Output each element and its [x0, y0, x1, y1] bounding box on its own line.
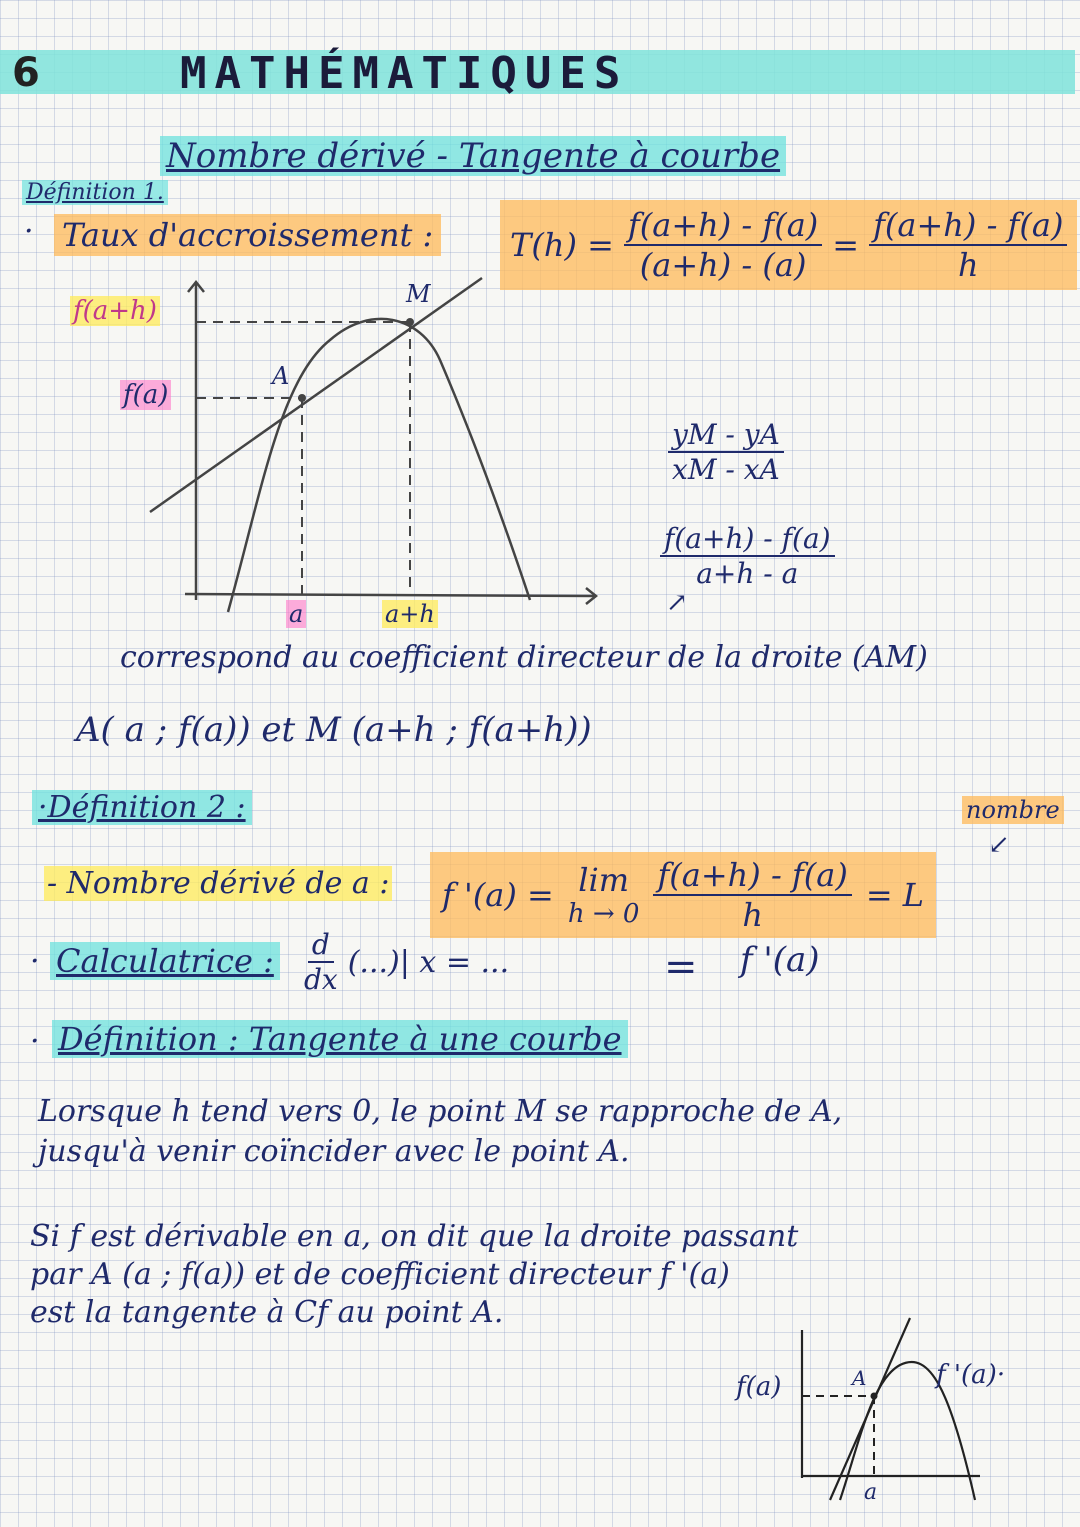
definition1-term: Taux d'accroissement : — [54, 214, 441, 256]
definition2-label-wrap — [32, 790, 252, 825]
graph1-label-fah: f(a+h) — [70, 296, 160, 326]
definition3-bullet: · — [30, 1024, 40, 1059]
definition1-label: Définition 1. — [22, 180, 168, 205]
definition2-annotation: nombre — [962, 796, 1064, 824]
graph1-x-a-wrap — [286, 600, 306, 628]
calc-bullet: · — [30, 944, 40, 979]
calc-d: d — [308, 928, 334, 963]
definition3-label-wrap — [52, 1020, 628, 1058]
graph1-x-a: a — [286, 600, 306, 628]
slope-num2: f(a+h) - f(a) — [660, 522, 835, 557]
subtitle — [160, 136, 786, 176]
paragraph-2-line-2: par A (a ; f(a)) et de coefficient directeur f '(a) — [30, 1257, 730, 1292]
definition2-frac-den: h — [742, 896, 763, 934]
paragraph-2-line-1: Si f est dérivable en a, on dit que la droite passant — [30, 1219, 799, 1254]
secant-line — [150, 278, 482, 512]
paragraph-1-line-1: Lorsque h tend vers 0, le point M se rapproche de A, — [38, 1094, 843, 1129]
graph2-point-a-dot — [871, 1393, 878, 1400]
graph2-point-a: A — [852, 1366, 867, 1390]
calc-expression — [300, 928, 509, 996]
definition1-lhs: T(h) = — [510, 226, 614, 264]
definition1-frac2-den: h — [957, 246, 979, 284]
point-m-dot — [406, 318, 414, 326]
calc-expr: (...)| x = ... — [347, 944, 510, 980]
graph2-y-label: f(a) — [736, 1372, 782, 1402]
graph1-x-ah-wrap — [382, 600, 438, 628]
paragraph-2-line-3: est la tangente à Cf au point A. — [30, 1295, 504, 1330]
slope-den2: a+h - a — [696, 557, 799, 590]
definition1-frac1-den: (a+h) - (a) — [639, 246, 807, 284]
y-axis-arrowhead — [188, 282, 204, 292]
definition2-term-wrap — [44, 866, 392, 901]
definition2-fraction — [653, 856, 851, 934]
slope-fraction-2 — [660, 522, 835, 590]
definition1-formula — [500, 200, 1077, 290]
definition2-annotation-arrow: ↙ — [988, 830, 1010, 860]
subtitle-text: Nombre dérivé - Tangente à courbe — [160, 136, 786, 176]
slope-den: xM - xA — [672, 453, 780, 486]
graph1-point-a: A — [272, 362, 290, 390]
definition1-fraction-1 — [624, 206, 822, 284]
point-a-dot — [298, 394, 306, 402]
calc-label-wrap — [50, 942, 280, 980]
definition2-lim-sub: h → 0 — [567, 899, 640, 929]
definition2-term: - Nombre dérivé de a : — [44, 866, 392, 901]
graph1-x-ah: a+h — [382, 600, 438, 628]
definition2-limit — [568, 861, 640, 929]
x-axis-arrowhead — [586, 588, 596, 604]
paragraph-1-line-2: jusqu'à venir coïncider avec le point A. — [38, 1134, 630, 1169]
calc-label: Calculatrice : — [50, 942, 280, 980]
graph1-label-fa: f(a) — [120, 380, 171, 410]
paragraph-1 — [38, 1092, 842, 1172]
definition1-frac2-num: f(a+h) - f(a) — [869, 206, 1067, 246]
x-axis — [185, 594, 596, 596]
calc-eq: = — [664, 944, 698, 990]
graph2-x-label: a — [864, 1480, 878, 1505]
paragraph-2 — [30, 1218, 798, 1332]
graph1-point-m: M — [406, 280, 431, 308]
definition3-label: Définition : Tangente à une courbe — [52, 1020, 628, 1058]
slope-arrow: ↗ — [666, 588, 688, 618]
definition2-formula — [430, 852, 936, 938]
definition2-frac-num: f(a+h) - f(a) — [653, 856, 851, 896]
page-title: MATHÉMATIQUES — [180, 48, 629, 99]
calc-result: f '(a) — [740, 940, 820, 980]
definition1-eq: = — [832, 226, 860, 264]
definition1-bullet: · — [24, 214, 34, 249]
graph2-tangent — [830, 1318, 910, 1500]
definition2-lim: lim — [578, 861, 630, 899]
slope-fraction — [668, 418, 784, 486]
definition2-lhs: f '(a) = — [442, 876, 554, 914]
points-line: A( a ; f(a)) et M (a+h ; f(a+h)) — [76, 710, 592, 750]
page-number: 6 — [12, 50, 40, 96]
definition1-term-wrap — [54, 216, 441, 254]
definition1-frac1-num: f(a+h) - f(a) — [624, 206, 822, 246]
graph1-label-fa-wrap — [120, 380, 171, 410]
definition1-fraction-2 — [869, 206, 1067, 284]
slope-num: yM - yA — [668, 418, 784, 453]
graph2-slope-label: f '(a)· — [936, 1360, 1006, 1390]
definition2-label: ·Définition 2 : — [32, 790, 252, 825]
calc-dx: dx — [304, 963, 338, 996]
corresponds-text: correspond au coefficient directeur de la droite (AM) — [120, 640, 928, 675]
definition2-rhs: = L — [865, 876, 925, 914]
